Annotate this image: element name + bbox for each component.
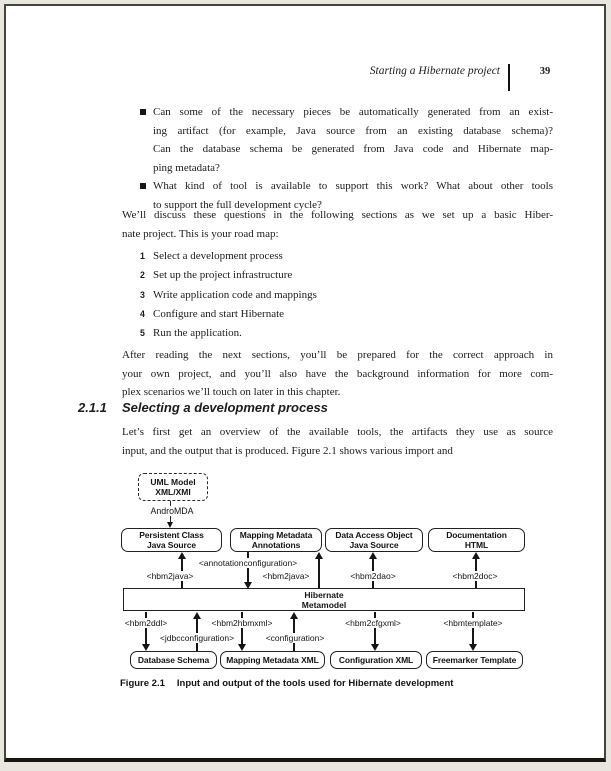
box-label: XML/XMI xyxy=(155,487,191,497)
freemarker-template-box xyxy=(426,651,523,669)
list-number: 4 xyxy=(140,308,145,319)
figure-caption-label: Figure 2.1 xyxy=(120,678,165,689)
mapping-metadata-xml-box xyxy=(220,651,325,669)
box-label: Mapping Metadata XML xyxy=(226,654,319,665)
box-label: Documentation xyxy=(446,529,507,540)
list-item-text: Configure and start Hibernate xyxy=(153,307,285,320)
box-label: Configuration XML xyxy=(338,654,414,665)
text-line: Can some of the necessary pieces be automatically generated from an exist- xyxy=(153,106,553,118)
list-item-text: Select a development process xyxy=(153,250,283,262)
arrow-label: <hbm2java> xyxy=(146,571,194,581)
box-label: HTML xyxy=(464,540,489,550)
arrow-label: <hbm2doc> xyxy=(452,571,498,581)
text-line: Let’s first get an overview of the available tools, the artifacts they use as source xyxy=(122,426,553,438)
box-label: Data Access Object xyxy=(335,529,413,540)
text-line: ing artifact (for example, Java source from an existing database schema)? xyxy=(153,124,553,137)
box-label: Metamodel xyxy=(301,599,347,610)
database-schema-box xyxy=(130,651,217,669)
section-number: 2.1.1 xyxy=(78,400,107,415)
box-label: Persistent Class xyxy=(139,529,204,540)
arrow-label: <hbm2dao> xyxy=(350,571,396,581)
text-line: Can the database schema be generated from Java code and Hibernate map- xyxy=(153,143,553,155)
arrow-label: <hbmtemplate> xyxy=(443,618,503,628)
list-item-text: Run the application. xyxy=(153,327,242,340)
arrow-label: <hbm2cfgxml> xyxy=(345,618,401,628)
arrowhead-down-icon xyxy=(469,644,477,651)
box-label: UML Model xyxy=(150,476,196,487)
arrowhead-down-icon xyxy=(371,644,379,651)
text-line: plex scenarios we’ll touch on later in this chapter. xyxy=(122,386,341,398)
text-line: nate project. This is your road map: xyxy=(122,227,279,240)
text-line: What kind of tool is available to support this work? What about other tools xyxy=(153,180,553,192)
text-line: ping metadata? xyxy=(153,161,220,174)
figure-caption xyxy=(120,678,453,689)
configuration-xml-box xyxy=(330,651,422,669)
documentation-html-box xyxy=(428,528,525,552)
box-label: Mapping Metadata xyxy=(239,529,313,540)
box-label: Hibernate xyxy=(304,589,344,600)
data-access-object-box xyxy=(325,528,423,552)
book-page xyxy=(4,4,606,762)
arrow-label: <hbm2ddl> xyxy=(124,618,168,628)
figure-caption-text: Input and output of the tools used for Hibernate development xyxy=(176,678,454,689)
text-line: input, and the output that is produced. Figure 2.1 shows various import and xyxy=(122,444,453,457)
box-label: Java Source xyxy=(349,540,399,550)
arrow-label: <jdbcconfiguration> xyxy=(159,633,235,643)
hibernate-metamodel-box xyxy=(123,588,525,611)
arrow-label: <hbm2java> xyxy=(262,571,310,581)
arrow-label: <hbm2hbmxml> xyxy=(211,618,273,628)
arrowhead-down-icon xyxy=(238,644,246,651)
mapping-metadata-annotations-box xyxy=(230,528,322,552)
page-number: 39 xyxy=(539,66,551,77)
list-number: 5 xyxy=(140,328,145,339)
list-item-text: Set up the project infrastructure xyxy=(153,269,293,282)
figure-diagram xyxy=(6,6,608,764)
list-item-text: Write application code and mappings xyxy=(153,288,317,301)
list-number: 1 xyxy=(140,251,145,261)
section-title: Selecting a development process xyxy=(122,400,328,415)
text-line: your own project, and you’ll also have the background information for more com- xyxy=(122,367,553,380)
text-line: After reading the next sections, you’ll be prepared for the correct approach in xyxy=(122,349,553,361)
persistent-class-box xyxy=(121,528,222,552)
arrow-label: <annotationconfiguration> xyxy=(198,558,298,568)
arrow-line xyxy=(318,558,319,589)
list-number: 2 xyxy=(140,270,145,281)
box-label: Java Source xyxy=(147,540,196,550)
list-number: 3 xyxy=(140,289,145,300)
text-line: to support the full development cycle? xyxy=(153,198,322,211)
arrowhead-down-icon xyxy=(142,644,150,651)
box-label: Freemarker Template xyxy=(432,654,517,665)
box-label: Annotations xyxy=(251,540,301,550)
arrow-label: <configuration> xyxy=(265,633,325,643)
box-label: Database Schema xyxy=(137,654,210,665)
running-title: Starting a Hibernate project xyxy=(369,65,500,77)
uml-model-box xyxy=(138,473,208,501)
text-line: We’ll discuss these questions in the following sections as we set up a basic Hiber- xyxy=(122,209,553,221)
andromda-label: AndroMDA xyxy=(150,506,194,516)
